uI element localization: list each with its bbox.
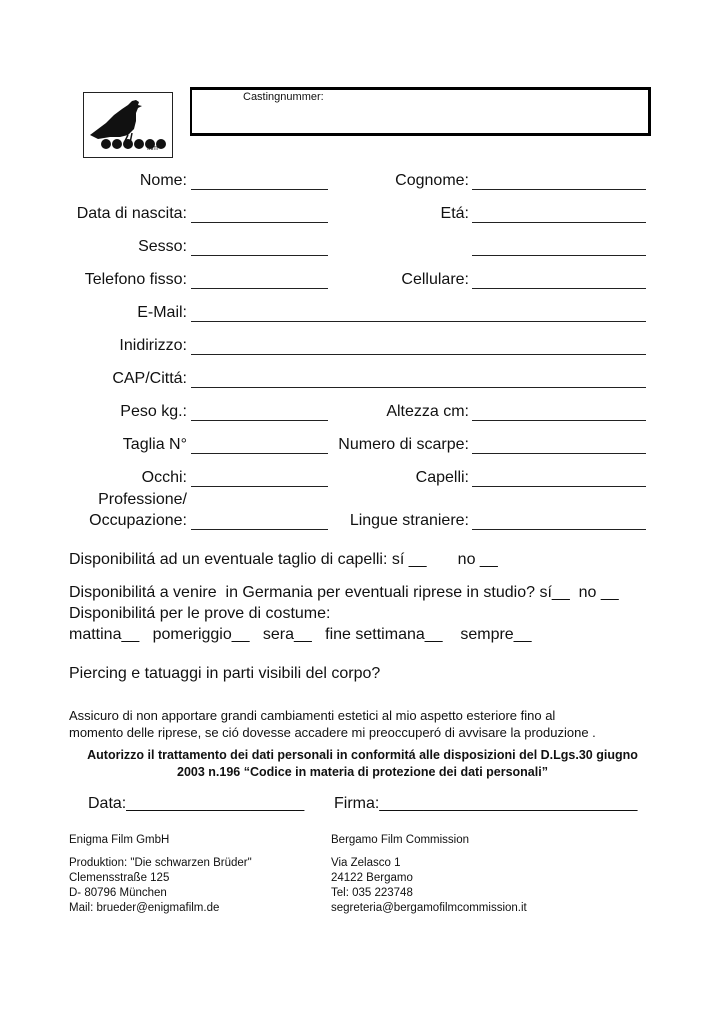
footer-left-line-1: Produktion: "Die schwarzen Brüder": [69, 857, 252, 869]
indirizzo-label: Inidirizzo:: [119, 337, 187, 354]
autorizzo-line-2: 2003 n.196 “Codice in materia di protezione dei dati personali”: [177, 765, 548, 779]
footer-left-line-3: D- 80796 München: [69, 887, 167, 899]
footer-right-company: Bergamo Film Commission: [331, 834, 470, 846]
scarpe-field[interactable]: [472, 453, 646, 454]
costume-question: Disponibilitá per le prove di costume:: [69, 605, 331, 622]
email-field[interactable]: [191, 321, 646, 322]
assicuro-line-2: momento delle riprese, se ció dovesse accadere mi preoccuperó di avvisare la produzione .: [69, 725, 596, 740]
data-signature-field[interactable]: Data:____________________: [88, 795, 305, 812]
altezza-field[interactable]: [472, 420, 646, 421]
scarpe-label: Numero di scarpe:: [338, 436, 469, 453]
autorizzo-line-1: Autorizzo il trattamento dei dati personali in conformitá alle disposizioni del D.Lgs.30 giugno: [87, 748, 638, 762]
taglio-question: Disponibilitá ad un eventuale taglio di capelli: sí __ no __: [69, 551, 498, 568]
lingue-label: Lingue straniere:: [349, 512, 469, 529]
data-nascita-field[interactable]: [191, 222, 328, 223]
professione-label-2: Occupazione:: [89, 512, 187, 529]
professione-field[interactable]: [191, 529, 328, 530]
taglia-field[interactable]: [191, 453, 328, 454]
footer-right-line-3: Tel: 035 223748: [331, 887, 413, 899]
nome-field[interactable]: [191, 189, 328, 190]
footer-left-email: Mail: brueder@enigmafilm.de: [69, 902, 220, 914]
lingue-field[interactable]: [472, 529, 646, 530]
eta-field[interactable]: [472, 222, 646, 223]
footer-left-line-2: Clemensstraße 125: [69, 872, 170, 884]
altezza-label: Altezza cm:: [386, 403, 469, 420]
email-label: E-Mail:: [137, 304, 187, 321]
peso-field[interactable]: [191, 420, 328, 421]
eta-label: Etá:: [440, 205, 469, 222]
cap-label: CAP/Cittá:: [112, 370, 187, 387]
cellulare-label: Cellulare:: [401, 271, 469, 288]
peso-label: Peso kg.:: [120, 403, 187, 420]
footer-right-line-2: 24122 Bergamo: [331, 872, 413, 884]
orari-options: mattina__ pomeriggio__ sera__ fine settimana__ sempre__: [69, 626, 532, 643]
taglia-label: Taglia N°: [122, 436, 187, 453]
indirizzo-field[interactable]: [191, 354, 646, 355]
professione-label-1: Professione/: [98, 491, 187, 508]
blank-field[interactable]: [472, 255, 646, 256]
occhi-label: Occhi:: [141, 469, 187, 486]
firma-signature-field[interactable]: Firma:_____________________________: [334, 795, 638, 812]
nome-label: Nome:: [139, 172, 187, 189]
germania-question: Disponibilitá a venire in Germania per eventuali riprese in studio? sí__ no __: [69, 584, 619, 601]
enigma-logo: [83, 92, 173, 158]
cognome-field[interactable]: [472, 189, 646, 190]
footer-right-email: segreteria@bergamofilmcommission.it: [331, 902, 527, 914]
casting-number-label: Castingnummer:: [243, 91, 324, 103]
raven-icon: [84, 93, 172, 157]
telefono-field[interactable]: [191, 288, 328, 289]
assicuro-line-1: Assicuro di non apportare grandi cambiamenti estetici al mio aspetto esteriore fino al: [69, 708, 556, 723]
capelli-field[interactable]: [472, 486, 646, 487]
cap-field[interactable]: [191, 387, 646, 388]
capelli-label: Capelli:: [415, 469, 469, 486]
logo-sub: film: [147, 145, 158, 152]
footer-right-line-1: Via Zelasco 1: [331, 857, 401, 869]
piercing-question: Piercing e tatuaggi in parti visibili del corpo?: [69, 665, 381, 682]
data-nascita-label: Data di nascita:: [76, 205, 187, 222]
occhi-field[interactable]: [191, 486, 328, 487]
cellulare-field[interactable]: [472, 288, 646, 289]
sesso-label: Sesso:: [138, 238, 187, 255]
cognome-label: Cognome:: [395, 172, 469, 189]
footer-left-company: Enigma Film GmbH: [69, 834, 170, 846]
telefono-label: Telefono fisso:: [84, 271, 187, 288]
sesso-field[interactable]: [191, 255, 328, 256]
